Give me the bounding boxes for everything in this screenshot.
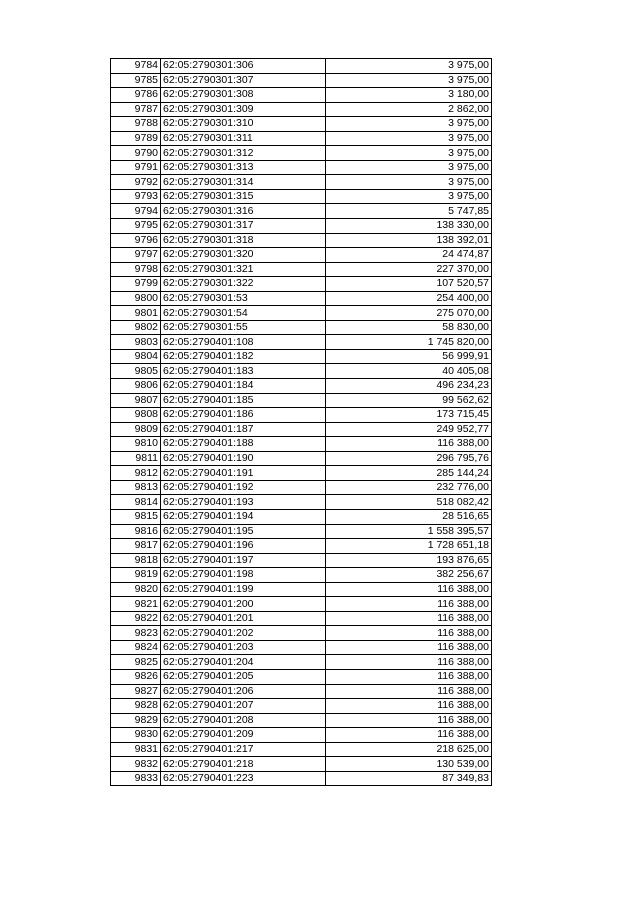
cadastral-number-cell: 62:05:2790401:208 xyxy=(161,713,326,728)
value-cell: 296 795,76 xyxy=(326,451,492,466)
cadastral-number-cell: 62:05:2790301:318 xyxy=(161,233,326,248)
row-number-cell: 9831 xyxy=(111,742,161,757)
table-row xyxy=(111,728,492,743)
row-number-cell: 9814 xyxy=(111,495,161,510)
row-number-cell: 9823 xyxy=(111,626,161,641)
table-row xyxy=(111,349,492,364)
value-cell: 116 388,00 xyxy=(326,611,492,626)
row-number-cell: 9822 xyxy=(111,611,161,626)
cadastral-number-cell: 62:05:2790401:192 xyxy=(161,480,326,495)
value-cell: 116 388,00 xyxy=(326,684,492,699)
table-row xyxy=(111,393,492,408)
table-row xyxy=(111,524,492,539)
cadastral-number-cell: 62:05:2790401:184 xyxy=(161,379,326,394)
cadastral-number-cell: 62:05:2790401:217 xyxy=(161,742,326,757)
value-cell: 1 745 820,00 xyxy=(326,335,492,350)
value-cell: 3 975,00 xyxy=(326,59,492,74)
row-number-cell: 9794 xyxy=(111,204,161,219)
table-row xyxy=(111,306,492,321)
table-row xyxy=(111,262,492,277)
cadastral-number-cell: 62:05:2790301:53 xyxy=(161,291,326,306)
table-row xyxy=(111,189,492,204)
table-row xyxy=(111,495,492,510)
value-cell: 1 728 651,18 xyxy=(326,539,492,554)
row-number-cell: 9791 xyxy=(111,160,161,175)
row-number-cell: 9793 xyxy=(111,189,161,204)
value-cell: 87 349,83 xyxy=(326,771,492,786)
table-row xyxy=(111,335,492,350)
table-row xyxy=(111,611,492,626)
value-cell: 232 776,00 xyxy=(326,480,492,495)
row-number-cell: 9790 xyxy=(111,146,161,161)
cadastral-number-cell: 62:05:2790301:320 xyxy=(161,248,326,263)
value-cell: 116 388,00 xyxy=(326,699,492,714)
row-number-cell: 9785 xyxy=(111,73,161,88)
value-cell: 116 388,00 xyxy=(326,640,492,655)
cadastral-number-cell: 62:05:2790401:196 xyxy=(161,539,326,554)
table-row xyxy=(111,233,492,248)
cadastral-number-cell: 62:05:2790301:55 xyxy=(161,320,326,335)
row-number-cell: 9792 xyxy=(111,175,161,190)
cadastral-number-cell: 62:05:2790401:188 xyxy=(161,437,326,452)
value-cell: 5 747,85 xyxy=(326,204,492,219)
value-cell: 3 975,00 xyxy=(326,117,492,132)
table-row xyxy=(111,466,492,481)
cadastral-number-cell: 62:05:2790401:195 xyxy=(161,524,326,539)
value-cell: 285 144,24 xyxy=(326,466,492,481)
table-row xyxy=(111,553,492,568)
table-row xyxy=(111,713,492,728)
table-row xyxy=(111,669,492,684)
table-row xyxy=(111,699,492,714)
cadastral-number-cell: 62:05:2790301:321 xyxy=(161,262,326,277)
row-number-cell: 9797 xyxy=(111,248,161,263)
row-number-cell: 9787 xyxy=(111,102,161,117)
table-row xyxy=(111,568,492,583)
row-number-cell: 9815 xyxy=(111,509,161,524)
cadastral-number-cell: 62:05:2790401:206 xyxy=(161,684,326,699)
value-cell: 116 388,00 xyxy=(326,728,492,743)
value-cell: 99 562,62 xyxy=(326,393,492,408)
value-cell: 1 558 395,57 xyxy=(326,524,492,539)
cadastral-number-cell: 62:05:2790301:312 xyxy=(161,146,326,161)
value-cell: 382 256,67 xyxy=(326,568,492,583)
table-row xyxy=(111,131,492,146)
row-number-cell: 9826 xyxy=(111,669,161,684)
cadastral-number-cell: 62:05:2790401:194 xyxy=(161,509,326,524)
cadastral-number-cell: 62:05:2790401:223 xyxy=(161,771,326,786)
cadastral-number-cell: 62:05:2790401:209 xyxy=(161,728,326,743)
table-row xyxy=(111,379,492,394)
table-row xyxy=(111,539,492,554)
cadastral-number-cell: 62:05:2790401:203 xyxy=(161,640,326,655)
cadastral-number-cell: 62:05:2790301:306 xyxy=(161,59,326,74)
value-cell: 116 388,00 xyxy=(326,655,492,670)
value-cell: 116 388,00 xyxy=(326,582,492,597)
value-cell: 138 330,00 xyxy=(326,219,492,234)
value-cell: 193 876,65 xyxy=(326,553,492,568)
row-number-cell: 9811 xyxy=(111,451,161,466)
row-number-cell: 9806 xyxy=(111,379,161,394)
row-number-cell: 9802 xyxy=(111,320,161,335)
cadastral-number-cell: 62:05:2790301:322 xyxy=(161,277,326,292)
value-cell: 116 388,00 xyxy=(326,597,492,612)
row-number-cell: 9784 xyxy=(111,59,161,74)
row-number-cell: 9825 xyxy=(111,655,161,670)
value-cell: 116 388,00 xyxy=(326,626,492,641)
row-number-cell: 9832 xyxy=(111,757,161,772)
table-row xyxy=(111,88,492,103)
row-number-cell: 9789 xyxy=(111,131,161,146)
value-cell: 58 830,00 xyxy=(326,320,492,335)
row-number-cell: 9816 xyxy=(111,524,161,539)
value-cell: 518 082,42 xyxy=(326,495,492,510)
table-row xyxy=(111,422,492,437)
value-cell: 107 520,57 xyxy=(326,277,492,292)
row-number-cell: 9800 xyxy=(111,291,161,306)
table-row xyxy=(111,582,492,597)
cadastral-number-cell: 62:05:2790401:193 xyxy=(161,495,326,510)
row-number-cell: 9798 xyxy=(111,262,161,277)
value-cell: 275 070,00 xyxy=(326,306,492,321)
table-row xyxy=(111,509,492,524)
cadastral-number-cell: 62:05:2790401:183 xyxy=(161,364,326,379)
cadastral-number-cell: 62:05:2790401:199 xyxy=(161,582,326,597)
table-row xyxy=(111,437,492,452)
row-number-cell: 9801 xyxy=(111,306,161,321)
value-cell: 3 975,00 xyxy=(326,175,492,190)
cadastral-number-cell: 62:05:2790301:54 xyxy=(161,306,326,321)
value-cell: 56 999,91 xyxy=(326,349,492,364)
table-row xyxy=(111,655,492,670)
row-number-cell: 9824 xyxy=(111,640,161,655)
table-row xyxy=(111,248,492,263)
cadastral-number-cell: 62:05:2790301:317 xyxy=(161,219,326,234)
table-row xyxy=(111,684,492,699)
table-row xyxy=(111,175,492,190)
table-row xyxy=(111,117,492,132)
value-cell: 138 392,01 xyxy=(326,233,492,248)
cadastral-number-cell: 62:05:2790401:191 xyxy=(161,466,326,481)
table-row xyxy=(111,640,492,655)
cadastral-number-cell: 62:05:2790401:207 xyxy=(161,699,326,714)
value-cell: 3 975,00 xyxy=(326,146,492,161)
cadastral-number-cell: 62:05:2790401:218 xyxy=(161,757,326,772)
cadastral-number-cell: 62:05:2790401:198 xyxy=(161,568,326,583)
row-number-cell: 9813 xyxy=(111,480,161,495)
cadastral-number-cell: 62:05:2790401:197 xyxy=(161,553,326,568)
row-number-cell: 9830 xyxy=(111,728,161,743)
row-number-cell: 9810 xyxy=(111,437,161,452)
table-row xyxy=(111,59,492,74)
registry-table xyxy=(110,58,492,786)
row-number-cell: 9796 xyxy=(111,233,161,248)
table-row xyxy=(111,742,492,757)
value-cell: 40 405,08 xyxy=(326,364,492,379)
value-cell: 116 388,00 xyxy=(326,669,492,684)
cadastral-number-cell: 62:05:2790401:205 xyxy=(161,669,326,684)
table-row xyxy=(111,204,492,219)
row-number-cell: 9819 xyxy=(111,568,161,583)
cadastral-number-cell: 62:05:2790301:307 xyxy=(161,73,326,88)
row-number-cell: 9807 xyxy=(111,393,161,408)
row-number-cell: 9821 xyxy=(111,597,161,612)
table-row xyxy=(111,102,492,117)
table-row xyxy=(111,451,492,466)
table-row xyxy=(111,626,492,641)
value-cell: 116 388,00 xyxy=(326,437,492,452)
row-number-cell: 9804 xyxy=(111,349,161,364)
value-cell: 173 715,45 xyxy=(326,408,492,423)
row-number-cell: 9805 xyxy=(111,364,161,379)
value-cell: 227 370,00 xyxy=(326,262,492,277)
value-cell: 3 975,00 xyxy=(326,160,492,175)
cadastral-number-cell: 62:05:2790401:202 xyxy=(161,626,326,641)
table-row xyxy=(111,277,492,292)
row-number-cell: 9827 xyxy=(111,684,161,699)
value-cell: 2 862,00 xyxy=(326,102,492,117)
cadastral-number-cell: 62:05:2790401:108 xyxy=(161,335,326,350)
row-number-cell: 9828 xyxy=(111,699,161,714)
cadastral-number-cell: 62:05:2790301:308 xyxy=(161,88,326,103)
table-row xyxy=(111,771,492,786)
table-row xyxy=(111,597,492,612)
value-cell: 130 539,00 xyxy=(326,757,492,772)
cadastral-number-cell: 62:05:2790301:314 xyxy=(161,175,326,190)
value-cell: 3 975,00 xyxy=(326,189,492,204)
value-cell: 24 474,87 xyxy=(326,248,492,263)
cadastral-number-cell: 62:05:2790401:201 xyxy=(161,611,326,626)
value-cell: 3 975,00 xyxy=(326,131,492,146)
row-number-cell: 9833 xyxy=(111,771,161,786)
table-row xyxy=(111,408,492,423)
cadastral-number-cell: 62:05:2790301:316 xyxy=(161,204,326,219)
cadastral-number-cell: 62:05:2790401:190 xyxy=(161,451,326,466)
row-number-cell: 9809 xyxy=(111,422,161,437)
table-row xyxy=(111,757,492,772)
row-number-cell: 9808 xyxy=(111,408,161,423)
table-row xyxy=(111,160,492,175)
row-number-cell: 9795 xyxy=(111,219,161,234)
row-number-cell: 9820 xyxy=(111,582,161,597)
value-cell: 218 625,00 xyxy=(326,742,492,757)
table-row xyxy=(111,291,492,306)
value-cell: 28 516,65 xyxy=(326,509,492,524)
value-cell: 116 388,00 xyxy=(326,713,492,728)
cadastral-number-cell: 62:05:2790401:204 xyxy=(161,655,326,670)
table-row xyxy=(111,73,492,88)
cadastral-number-cell: 62:05:2790401:182 xyxy=(161,349,326,364)
table-row xyxy=(111,219,492,234)
table-row xyxy=(111,146,492,161)
cadastral-number-cell: 62:05:2790401:186 xyxy=(161,408,326,423)
row-number-cell: 9818 xyxy=(111,553,161,568)
cadastral-number-cell: 62:05:2790301:310 xyxy=(161,117,326,132)
row-number-cell: 9829 xyxy=(111,713,161,728)
row-number-cell: 9812 xyxy=(111,466,161,481)
cadastral-number-cell: 62:05:2790401:200 xyxy=(161,597,326,612)
cadastral-number-cell: 62:05:2790301:313 xyxy=(161,160,326,175)
value-cell: 254 400,00 xyxy=(326,291,492,306)
row-number-cell: 9788 xyxy=(111,117,161,132)
table-row xyxy=(111,320,492,335)
value-cell: 496 234,23 xyxy=(326,379,492,394)
row-number-cell: 9803 xyxy=(111,335,161,350)
value-cell: 3 975,00 xyxy=(326,73,492,88)
table-row xyxy=(111,364,492,379)
cadastral-number-cell: 62:05:2790301:311 xyxy=(161,131,326,146)
value-cell: 3 180,00 xyxy=(326,88,492,103)
row-number-cell: 9786 xyxy=(111,88,161,103)
cadastral-number-cell: 62:05:2790401:185 xyxy=(161,393,326,408)
registry-table-body xyxy=(111,59,492,786)
table-row xyxy=(111,480,492,495)
row-number-cell: 9817 xyxy=(111,539,161,554)
cadastral-number-cell: 62:05:2790301:309 xyxy=(161,102,326,117)
cadastral-number-cell: 62:05:2790401:187 xyxy=(161,422,326,437)
row-number-cell: 9799 xyxy=(111,277,161,292)
value-cell: 249 952,77 xyxy=(326,422,492,437)
cadastral-number-cell: 62:05:2790301:315 xyxy=(161,189,326,204)
